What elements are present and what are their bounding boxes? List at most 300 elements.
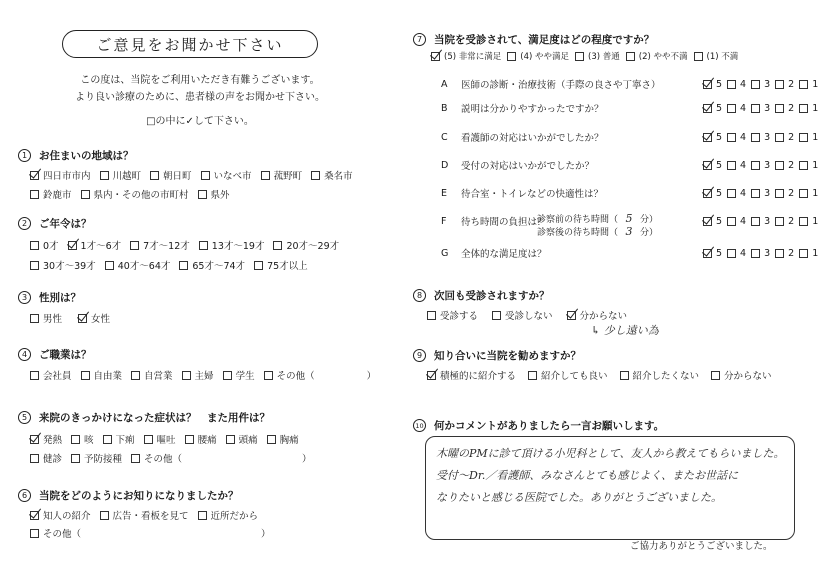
- checkbox[interactable]: [799, 104, 808, 113]
- q9-option[interactable]: [528, 368, 608, 382]
- rating-scale: [703, 79, 823, 90]
- option-label: いなべ市: [213, 171, 252, 182]
- rating-value: 3: [764, 187, 771, 199]
- option-label: 県外: [210, 190, 230, 201]
- checkbox[interactable]: [105, 261, 114, 270]
- question-1: [18, 148, 134, 163]
- checkbox[interactable]: [703, 189, 712, 198]
- intro-line-1: この度は、当院をご利用いただき有難うございます。: [80, 75, 320, 86]
- q1-option[interactable]: [100, 168, 142, 182]
- q4-option[interactable]: [223, 368, 255, 382]
- rating-option[interactable]: [799, 103, 818, 114]
- rating-option[interactable]: [727, 103, 746, 114]
- q7-item-a: [441, 77, 819, 91]
- question-6: [18, 488, 239, 503]
- comment-line-3: なりたいと感じる医院でした。ありがとうございました。: [436, 491, 722, 504]
- question-number: 8: [413, 289, 426, 302]
- checkbox[interactable]: [727, 161, 736, 170]
- checkbox[interactable]: [198, 190, 207, 199]
- intro-line-2: より良い診療のために、患者様の声をお聞かせ下さい。: [75, 92, 325, 103]
- rating-option[interactable]: [727, 79, 746, 90]
- question-label: 何かコメントがありましたら一言お願いします。: [434, 420, 665, 432]
- q2-option[interactable]: [273, 238, 339, 252]
- rating-value: 3: [764, 159, 771, 171]
- checkbox[interactable]: [799, 133, 808, 142]
- option-label: 鈴鹿市: [43, 190, 72, 201]
- q5-options-row-1: [30, 432, 308, 446]
- checkbox[interactable]: [182, 371, 191, 380]
- right-column: [405, 0, 819, 562]
- checkbox[interactable]: [201, 171, 210, 180]
- option-label: 朝日町: [163, 171, 192, 182]
- option-label: 男性: [43, 314, 63, 325]
- rating-option[interactable]: [775, 103, 794, 114]
- question-number: 3: [18, 291, 31, 304]
- q2-options-row-1: [30, 238, 348, 252]
- option-label: 65才～74才: [192, 261, 246, 272]
- rating-value: 4: [740, 131, 747, 143]
- q8-options-row: [427, 308, 636, 322]
- q4-option[interactable]: [131, 368, 173, 382]
- option-label: 会社員: [43, 371, 72, 382]
- question-number: 9: [413, 349, 426, 362]
- q5-option[interactable]: [103, 432, 135, 446]
- wait-after-label: 診察後の待ち時間（: [537, 228, 619, 238]
- rating-option[interactable]: [775, 132, 794, 143]
- rating-option[interactable]: [703, 248, 722, 259]
- checkbox[interactable]: [751, 189, 760, 198]
- rating-scale: [703, 132, 823, 143]
- checkbox[interactable]: [703, 249, 712, 258]
- q2-option[interactable]: [105, 258, 171, 272]
- rating-scale: [703, 216, 823, 227]
- q5-option[interactable]: [226, 432, 258, 446]
- option-label: 30才～39才: [43, 261, 96, 272]
- option-label: 腰痛: [197, 435, 217, 446]
- wait-after-value[interactable]: 3: [625, 225, 633, 238]
- rating-option[interactable]: [703, 79, 722, 90]
- checkbox[interactable]: [144, 435, 153, 444]
- rating-value: 1: [812, 159, 819, 171]
- checkbox[interactable]: [264, 371, 273, 380]
- q7-legend: [431, 50, 738, 62]
- item-letter: D: [441, 159, 449, 171]
- checkbox[interactable]: [130, 241, 139, 250]
- checkbox[interactable]: [703, 217, 712, 226]
- q5-option[interactable]: [30, 432, 62, 446]
- rating-option[interactable]: [751, 79, 770, 90]
- q5-option[interactable]: [30, 451, 62, 465]
- close-paren: ）: [366, 371, 377, 382]
- q3-option[interactable]: [30, 311, 62, 325]
- q2-option[interactable]: [30, 258, 96, 272]
- checkbox[interactable]: [711, 371, 720, 380]
- q1-option[interactable]: [150, 168, 192, 182]
- rating-option[interactable]: [727, 188, 746, 199]
- q2-option[interactable]: [68, 238, 122, 252]
- rating-option[interactable]: [799, 188, 818, 199]
- option-label: 桑名市: [324, 171, 353, 182]
- checkbox[interactable]: [185, 435, 194, 444]
- rating-option[interactable]: [703, 216, 722, 227]
- checkbox[interactable]: [198, 511, 207, 520]
- checkbox[interactable]: [81, 371, 90, 380]
- q1-options-row-2: [30, 187, 239, 201]
- wait-exam-label: 診察前の待ち時間（: [537, 215, 619, 225]
- checkbox[interactable]: [727, 80, 736, 89]
- rating-value: 5: [716, 102, 723, 114]
- checkbox[interactable]: [727, 189, 736, 198]
- checkbox[interactable]: [261, 171, 270, 180]
- checkbox[interactable]: [727, 249, 736, 258]
- rating-option[interactable]: [775, 248, 794, 259]
- rating-value: 4: [740, 215, 747, 227]
- checkbox[interactable]: [131, 371, 140, 380]
- rating-option[interactable]: [727, 248, 746, 259]
- rating-value: 5: [716, 78, 723, 90]
- checkbox[interactable]: [775, 133, 784, 142]
- checkbox[interactable]: [71, 454, 80, 463]
- checkbox[interactable]: [150, 171, 159, 180]
- option-label: 分からない: [724, 371, 772, 382]
- q7-item-g: [441, 246, 819, 260]
- checkbox[interactable]: [751, 80, 760, 89]
- q9-option[interactable]: [711, 368, 772, 382]
- rating-value: 1: [812, 78, 819, 90]
- checkbox[interactable]: [30, 511, 39, 520]
- legend-item: [507, 50, 569, 62]
- checkbox[interactable]: [703, 133, 712, 142]
- option-label: 13才～19才: [211, 241, 265, 252]
- q9-option[interactable]: [620, 368, 700, 382]
- rating-option[interactable]: [775, 160, 794, 171]
- checkbox[interactable]: [703, 161, 712, 170]
- checkbox[interactable]: [30, 454, 39, 463]
- legend-item: [694, 50, 739, 62]
- checkbox[interactable]: [30, 171, 39, 180]
- rating-value: 2: [788, 247, 795, 259]
- option-label: 受診しない: [505, 311, 553, 322]
- checkbox[interactable]: [528, 371, 537, 380]
- q5-option[interactable]: [144, 432, 176, 446]
- checkbox[interactable]: [775, 104, 784, 113]
- checkbox[interactable]: [775, 161, 784, 170]
- rating-option[interactable]: [727, 216, 746, 227]
- rating-value: 2: [788, 78, 795, 90]
- rating-value: 1: [812, 247, 819, 259]
- checkbox[interactable]: [775, 189, 784, 198]
- item-question: 待合室・トイレなどの快適性は？: [461, 189, 604, 200]
- q8-handwritten-note: ↳ 少し遠い為: [591, 324, 659, 337]
- question-label: お住まいの地域は？: [39, 150, 134, 162]
- checkbox[interactable]: [751, 249, 760, 258]
- question-number: 2: [18, 217, 31, 230]
- q2-option[interactable]: [30, 238, 59, 252]
- item-question: 看護師の対応はいかがでしたか？: [461, 133, 604, 144]
- option-label: その他（: [144, 454, 183, 465]
- checkbox[interactable]: [427, 311, 436, 320]
- close-paren: ）: [261, 529, 271, 540]
- q1-option[interactable]: [81, 187, 189, 201]
- q4-option[interactable]: [81, 368, 123, 382]
- checkbox[interactable]: [103, 435, 112, 444]
- q5-option[interactable]: [71, 432, 94, 446]
- checkbox[interactable]: [799, 161, 808, 170]
- option-label: 75才以上: [267, 261, 308, 272]
- checkbox[interactable]: [179, 261, 188, 270]
- checkbox[interactable]: [81, 190, 90, 199]
- checkbox[interactable]: [775, 217, 784, 226]
- thank-you-footer: ご協力ありがとうございました。: [630, 541, 773, 552]
- checkbox[interactable]: [620, 371, 629, 380]
- question-5: [18, 410, 270, 425]
- question-label: 性別は？: [39, 292, 81, 304]
- option-label: 広告・看板を見て: [112, 511, 189, 522]
- rating-value: 3: [764, 102, 771, 114]
- option-label: 主婦: [194, 371, 214, 382]
- question-number: 10: [413, 419, 426, 432]
- rating-option[interactable]: [703, 132, 722, 143]
- option-label: 川越町: [112, 171, 142, 182]
- checkbox[interactable]: [226, 435, 235, 444]
- checkbox[interactable]: [78, 314, 87, 323]
- rating-option[interactable]: [751, 160, 770, 171]
- checkbox[interactable]: [775, 249, 784, 258]
- q1-option[interactable]: [30, 168, 91, 182]
- question-2: [18, 216, 92, 231]
- legend-label: (5) 非常に満足: [444, 52, 502, 62]
- checkbox[interactable]: [727, 104, 736, 113]
- checkbox[interactable]: [799, 249, 808, 258]
- q4-option[interactable]: [30, 368, 72, 382]
- option-label: 知人の紹介: [43, 511, 91, 522]
- checkbox[interactable]: [799, 217, 808, 226]
- rating-value: 4: [740, 102, 747, 114]
- q4-option-other[interactable]: [264, 368, 377, 382]
- option-label: その他（: [43, 529, 82, 540]
- q8-option[interactable]: [567, 308, 628, 322]
- option-label: 20才～29才: [286, 241, 340, 252]
- checkbox[interactable]: [199, 241, 208, 250]
- question-10: [413, 418, 664, 433]
- rating-option[interactable]: [775, 216, 794, 227]
- item-question: 全体的な満足度は？: [461, 249, 547, 260]
- question-label: 当院をどのようにお知りになりましたか？: [39, 490, 239, 502]
- checkbox[interactable]: [751, 133, 760, 142]
- checkbox[interactable]: [703, 104, 712, 113]
- item-question: 説明は分かりやすかったですか？: [461, 104, 604, 115]
- checkbox[interactable]: [427, 371, 436, 380]
- rating-value: 2: [788, 159, 795, 171]
- option-label: 菰野町: [273, 171, 303, 182]
- rating-value: 1: [812, 131, 819, 143]
- checkbox: [507, 52, 516, 61]
- q5-options-row-2: [30, 451, 312, 465]
- q6-option-other[interactable]: [30, 526, 271, 540]
- question-label: 来院のきっかけになった症状は？ また用件は？: [39, 412, 270, 424]
- option-label: 1才～6才: [80, 241, 122, 252]
- rating-option[interactable]: [751, 188, 770, 199]
- option-label: 分からない: [579, 311, 628, 322]
- q6-option[interactable]: [100, 508, 189, 522]
- q1-option[interactable]: [201, 168, 252, 182]
- checkbox[interactable]: [492, 311, 501, 320]
- checkbox[interactable]: [223, 371, 232, 380]
- option-label: 四日市市内: [43, 171, 91, 182]
- q2-option[interactable]: [179, 258, 245, 272]
- checkbox[interactable]: [71, 435, 80, 444]
- question-label: 次回も受診されますか？: [434, 290, 550, 302]
- rating-value: 1: [812, 102, 819, 114]
- legend-item: [626, 50, 688, 62]
- q1-option[interactable]: [311, 168, 353, 182]
- option-label: 紹介しても良い: [541, 371, 608, 382]
- comment-textarea[interactable]: [425, 436, 795, 540]
- checkbox[interactable]: [68, 241, 77, 250]
- rating-option[interactable]: [775, 79, 794, 90]
- q5-option[interactable]: [267, 432, 299, 446]
- q7-item-e: [441, 186, 819, 200]
- q5-option-other[interactable]: [131, 451, 312, 465]
- legend-label: (1) 不満: [706, 52, 739, 62]
- checkbox[interactable]: [311, 171, 320, 180]
- question-4: [18, 347, 92, 362]
- checkbox[interactable]: [799, 189, 808, 198]
- q5-option[interactable]: [185, 432, 217, 446]
- rating-value: 5: [716, 187, 723, 199]
- rating-option[interactable]: [703, 103, 722, 114]
- rating-option[interactable]: [751, 132, 770, 143]
- option-label: 女性: [91, 314, 111, 325]
- checkbox[interactable]: [775, 80, 784, 89]
- rating-option[interactable]: [751, 216, 770, 227]
- item-letter: C: [441, 131, 448, 143]
- q8-option[interactable]: [492, 308, 553, 322]
- q1-option[interactable]: [198, 187, 230, 201]
- rating-option[interactable]: [799, 160, 818, 171]
- checkbox[interactable]: [567, 311, 576, 320]
- q1-option[interactable]: [261, 168, 303, 182]
- checkbox[interactable]: [799, 80, 808, 89]
- q4-option[interactable]: [182, 368, 214, 382]
- q2-option[interactable]: [254, 258, 308, 272]
- option-label: 咳: [84, 435, 94, 446]
- rating-value: 1: [812, 215, 819, 227]
- checkbox[interactable]: [30, 314, 39, 323]
- q2-options-row-2: [30, 258, 317, 272]
- q2-option[interactable]: [130, 238, 190, 252]
- rating-value: 4: [740, 187, 747, 199]
- option-label: 紹介したくない: [632, 371, 700, 382]
- rating-option[interactable]: [775, 188, 794, 199]
- checkbox[interactable]: [30, 190, 39, 199]
- option-label: 下痢: [115, 435, 135, 446]
- q8-option[interactable]: [427, 308, 478, 322]
- rating-option[interactable]: [799, 216, 818, 227]
- question-label: ご職業は？: [39, 349, 92, 361]
- left-column: [0, 0, 400, 562]
- rating-value: 5: [716, 247, 723, 259]
- checkbox[interactable]: [30, 371, 39, 380]
- rating-option[interactable]: [751, 103, 770, 114]
- rating-value: 3: [764, 215, 771, 227]
- checkbox[interactable]: [751, 161, 760, 170]
- item-letter: B: [441, 102, 448, 114]
- q6-options-row-2: [30, 526, 271, 540]
- question-8: [413, 288, 550, 303]
- option-label: 学生: [235, 371, 255, 382]
- rating-option[interactable]: [727, 160, 746, 171]
- question-number: 7: [413, 33, 426, 46]
- question-number: 4: [18, 348, 31, 361]
- checkbox[interactable]: [30, 435, 39, 444]
- instruction-text: □の中に✓して下さい。: [146, 116, 254, 127]
- option-label: 予防接種: [84, 454, 123, 465]
- question-label: 知り合いに当院を勧めますか？: [434, 350, 581, 362]
- checkbox[interactable]: [30, 529, 39, 538]
- rating-value: 5: [716, 159, 723, 171]
- rating-option[interactable]: [703, 160, 722, 171]
- option-label: 頭痛: [238, 435, 258, 446]
- checkbox[interactable]: [703, 80, 712, 89]
- rating-value: 2: [788, 215, 795, 227]
- q1-option[interactable]: [30, 187, 72, 201]
- q3-option[interactable]: [78, 311, 110, 325]
- rating-value: 4: [740, 78, 747, 90]
- checkbox[interactable]: [727, 133, 736, 142]
- checkbox[interactable]: [751, 217, 760, 226]
- rating-option[interactable]: [703, 188, 722, 199]
- checkbox[interactable]: [254, 261, 263, 270]
- option-label: 自由業: [93, 371, 123, 382]
- q2-option[interactable]: [199, 238, 265, 252]
- option-label: 受診する: [440, 311, 479, 322]
- checkbox[interactable]: [100, 171, 109, 180]
- checkbox[interactable]: [751, 104, 760, 113]
- checkbox[interactable]: [100, 511, 109, 520]
- q9-option[interactable]: [427, 368, 516, 382]
- question-label: ご年令は？: [39, 218, 92, 230]
- checkbox[interactable]: [273, 241, 282, 250]
- question-number: 5: [18, 411, 31, 424]
- wait-exam-value[interactable]: 5: [625, 212, 633, 225]
- rating-option[interactable]: [751, 248, 770, 259]
- checkbox[interactable]: [131, 454, 140, 463]
- legend-label: (3) 普通: [588, 52, 620, 62]
- rating-value: 5: [716, 131, 723, 143]
- checkbox[interactable]: [267, 435, 276, 444]
- q5-option[interactable]: [71, 451, 122, 465]
- rating-value: 4: [740, 159, 747, 171]
- rating-option[interactable]: [799, 79, 818, 90]
- rating-option[interactable]: [799, 132, 818, 143]
- rating-value: 2: [788, 187, 795, 199]
- q6-option[interactable]: [30, 508, 91, 522]
- option-label: 胸痛: [279, 435, 299, 446]
- checkbox[interactable]: [30, 261, 39, 270]
- checkbox: [626, 52, 635, 61]
- rating-scale: [703, 248, 823, 259]
- rating-option[interactable]: [799, 248, 818, 259]
- checkbox[interactable]: [30, 241, 39, 250]
- q6-option[interactable]: [198, 508, 259, 522]
- rating-option[interactable]: [727, 132, 746, 143]
- option-label: 近所だから: [210, 511, 259, 522]
- option-label: 健診: [43, 454, 63, 465]
- q7-item-d: [441, 158, 819, 172]
- option-label: 嘔吐: [156, 435, 176, 446]
- checkbox[interactable]: [727, 217, 736, 226]
